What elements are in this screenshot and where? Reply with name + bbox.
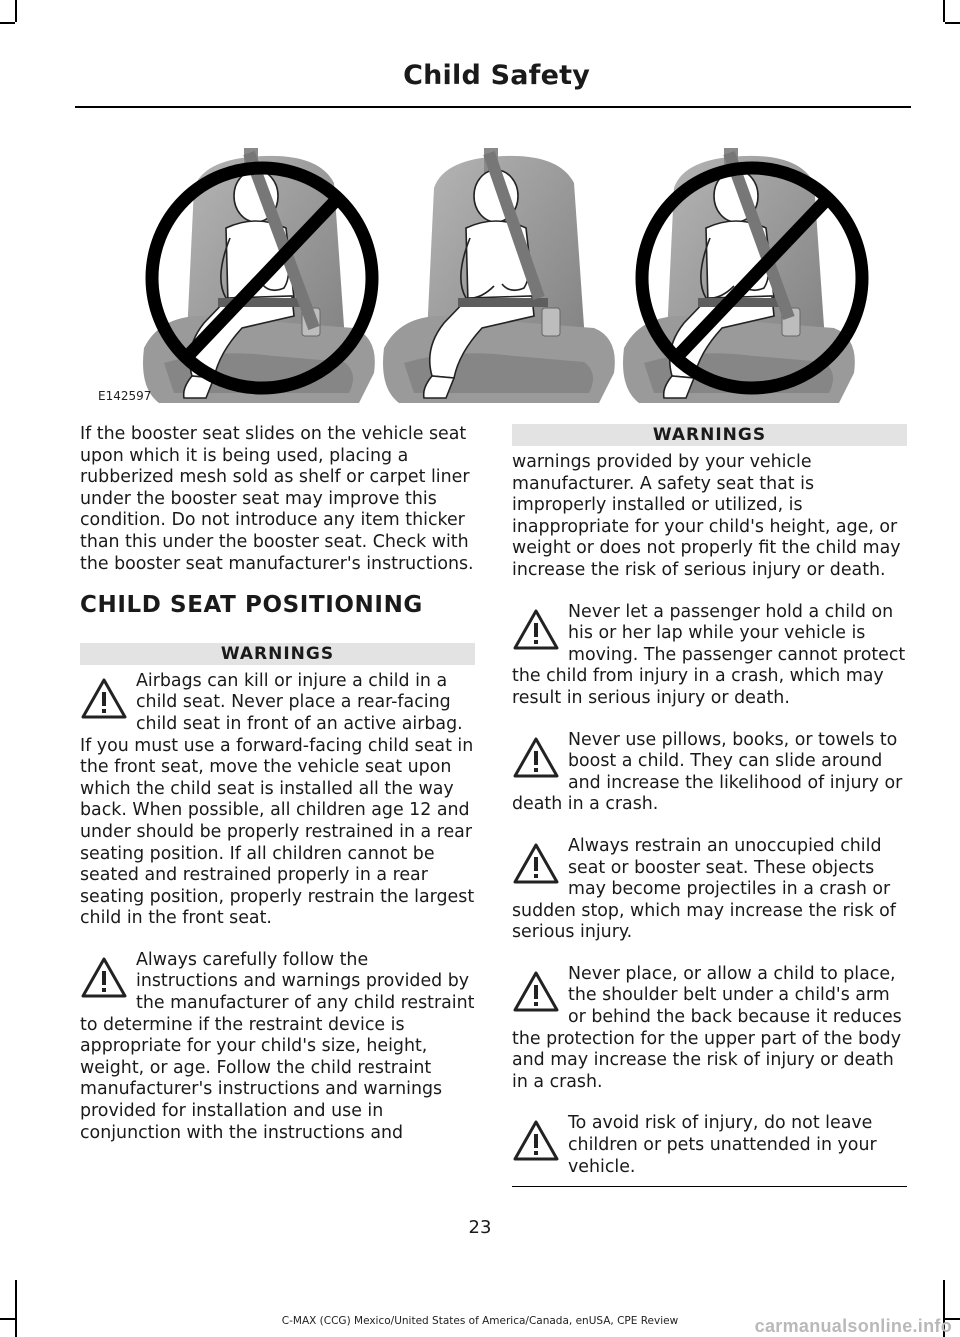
warning-triangle-icon [80,956,128,1000]
warning-item [512,602,907,710]
crop-mark [15,1280,17,1337]
warning-text: Never place, or allow a child to place, the shoulder belt under a child's arm or behind the back because it reduces the protection for the upper part of the body and may increase the risk of injury or death in a crash. [512,963,902,1092]
section-heading: CHILD SEAT POSITIONING [80,592,423,619]
warning-triangle-icon [80,677,128,721]
right-column [512,424,907,1187]
warning-triangle-icon [512,970,560,1014]
page-title: Child Safety [403,60,590,91]
warning-text: Airbags can kill or injure a child in a child seat. Never place a rear-facing child seat in front of an active airbag. If you must use a forward-facing child seat in the front seat, move the vehicle seat upon which the child seat is installed all the way back. When possible, all children age 12 and under should be properly restrained in a rear seating position. If all children cannot be seated and restrained properly in a rear seating position, properly restrain the largest child in the front seat. [80,670,475,929]
figure-code: E142597 [98,389,152,403]
intro-paragraph: If the booster seat slides on the vehicle seat upon which it is being used, placing a rubberized mesh sold as shelf or carpet liner under the booster seat may improve this condition. Do not introduce any item thicker than this under the booster seat. Check with the booster seat manufacturer's instructions. [80,424,474,574]
crop-mark [943,0,945,22]
page-number: 23 [468,1217,492,1238]
warning-continuation: warnings provided by your vehicle manufacturer. A safety seat that is improperly installed or utilized, is inappropriate for your child's height, age, or weight or does not properly fit the child may increase the risk of serious injury or death. [512,452,901,580]
warning-text: To avoid risk of injury, do not leave children or pets unattended in your vehicle. [568,1113,877,1177]
warning-text: Never use pillows, books, or towels to boost a child. They can slide around and increase the likelihood of injury or death in a crash. [512,729,903,815]
footer-edition-text: C-MAX (CCG) Mexico/United States of America/Canada, enUSA, CPE Review [281,1315,679,1327]
warning-text: Never let a passenger hold a child on his or her lap while your vehicle is moving. The passenger cannot protect the child from injury in a crash, which may result in serious injury or death. [512,601,906,708]
warnings-header: WARNINGS [512,424,907,446]
warnings-end-divider [512,1186,907,1187]
warning-item [512,730,907,816]
warning-item [512,964,907,1094]
warnings-header: WARNINGS [80,643,475,665]
warning-triangle-icon [512,842,560,886]
warning-item [80,950,475,1144]
warning-item [80,671,475,930]
watermark: carmanualsonline.info [754,1316,952,1336]
booster-seat-illustration [84,148,874,408]
header-divider [75,106,911,108]
crop-mark [0,22,15,24]
crop-mark [945,22,960,24]
crop-mark [15,0,17,22]
warning-item [512,1113,907,1178]
warning-text: Always restrain an unoccupied child seat or booster seat. These objects may become projectiles in a crash or sudden stop, which may increase the risk of serious injury. [512,835,896,943]
warning-triangle-icon [512,1119,560,1163]
warning-text: Always carefully follow the instructions and warnings provided by the manufacturer of any child restraint to determine if the restraint device is appropriate for your child's size, height, weight, or age. Follow the child restraint manufacturer's instructions and warnings provided for installation and use in conjunction with the instructions and [80,949,475,1143]
left-column [80,424,475,1164]
warning-triangle-icon [512,608,560,652]
warning-item [512,836,907,944]
warning-triangle-icon [512,736,560,780]
